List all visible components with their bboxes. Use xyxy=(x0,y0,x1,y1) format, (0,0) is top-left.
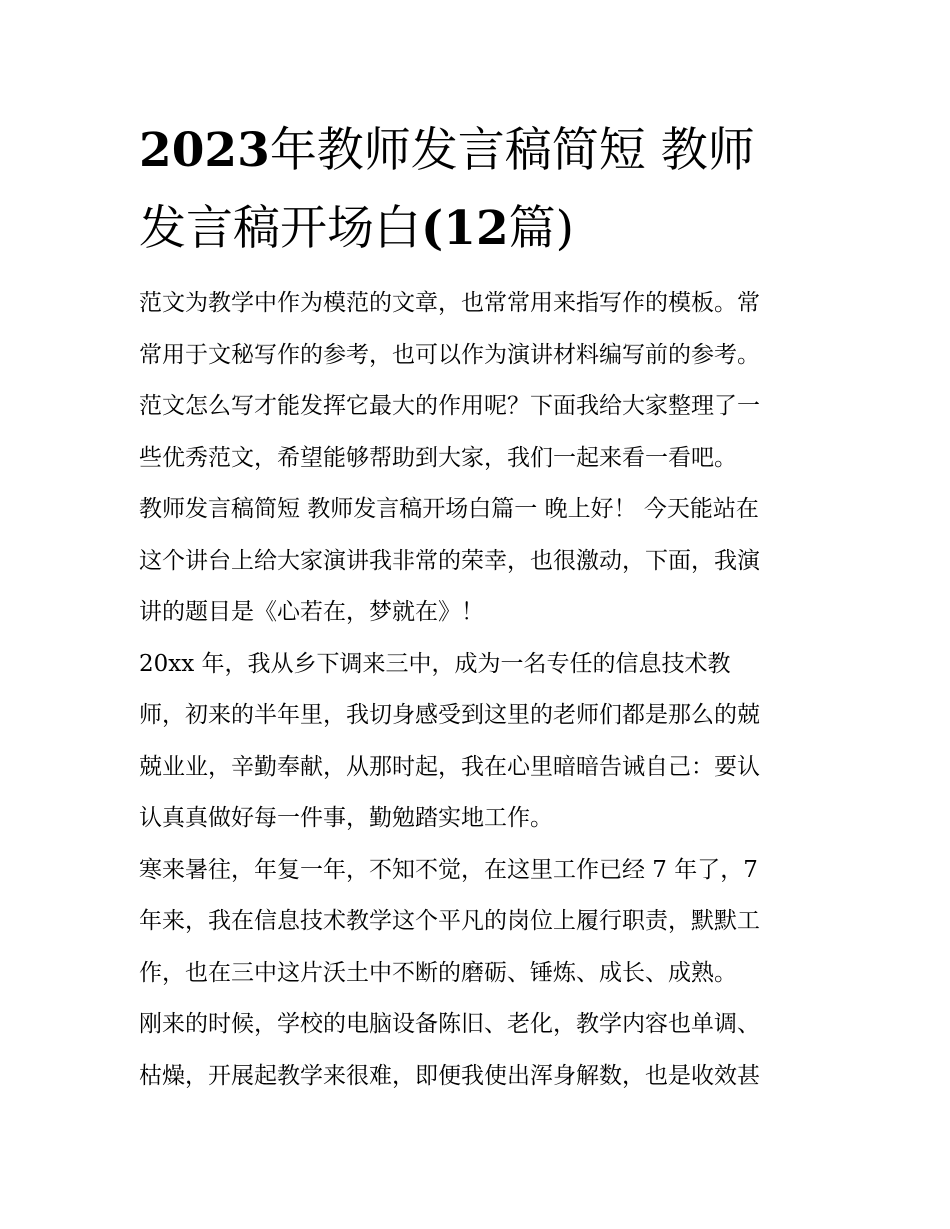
body-line: 兢业业，辛勤奉献，从那时起，我在心里暗暗告诫自己：要认 xyxy=(139,753,760,780)
title-text-1: 年教师发言稿简短 教师 xyxy=(269,123,755,178)
title-text-3: 篇) xyxy=(508,201,574,256)
body-line: 枯燥，开展起教学来很难，即便我使出浑身解数，也是收效甚 xyxy=(139,1062,760,1089)
body-line: 作，也在三中这片沃土中不断的磨砺、锤炼、成长、成熟。 xyxy=(139,959,737,986)
body-line: 讲的题目是《心若在，梦就在》！ xyxy=(139,599,484,625)
body-line: 20xx 年，我从乡下调来三中，成为一名专任的信息技术教 xyxy=(139,650,731,677)
body-line: 范文为教学中作为模范的文章，也常常用来指写作的模板。常 xyxy=(139,290,760,316)
title-year: 2023 xyxy=(139,123,270,178)
body-line: 些优秀范文，希望能够帮助到大家，我们一起来看一看吧。 xyxy=(139,444,737,471)
body-line: 常用于文秘写作的参考，也可以作为演讲材料编写前的参考。 xyxy=(139,341,760,368)
title-line-2 xyxy=(139,190,829,268)
document-body xyxy=(139,278,829,1102)
body-line: 范文怎么写才能发挥它最大的作用呢？下面我给大家整理了一 xyxy=(139,393,760,419)
title-count: (12 xyxy=(421,201,509,256)
body-line: 年来，我在信息技术教学这个平凡的岗位上履行职责，默默工 xyxy=(139,908,760,934)
body-line: 这个讲台上给大家演讲我非常的荣幸，也很激动，下面，我演 xyxy=(139,547,760,574)
body-line: 师，初来的半年里，我切身感受到这里的老师们都是那么的兢 xyxy=(139,702,760,728)
body-line: 教师发言稿简短 教师发言稿开场白篇一 晚上好！ 今天能站在 xyxy=(139,496,759,522)
title-line-1 xyxy=(139,112,829,190)
body-line: 认真真做好每一件事，勤勉踏实地工作。 xyxy=(139,805,553,831)
title-text-2: 发言稿开场白 xyxy=(139,201,421,256)
body-line: 刚来的时候，学校的电脑设备陈旧、老化，教学内容也单调、 xyxy=(139,1011,760,1037)
body-line: 寒来暑往，年复一年，不知不觉，在这里工作已经 7 年了，7 xyxy=(139,856,758,883)
document-title xyxy=(139,112,829,268)
